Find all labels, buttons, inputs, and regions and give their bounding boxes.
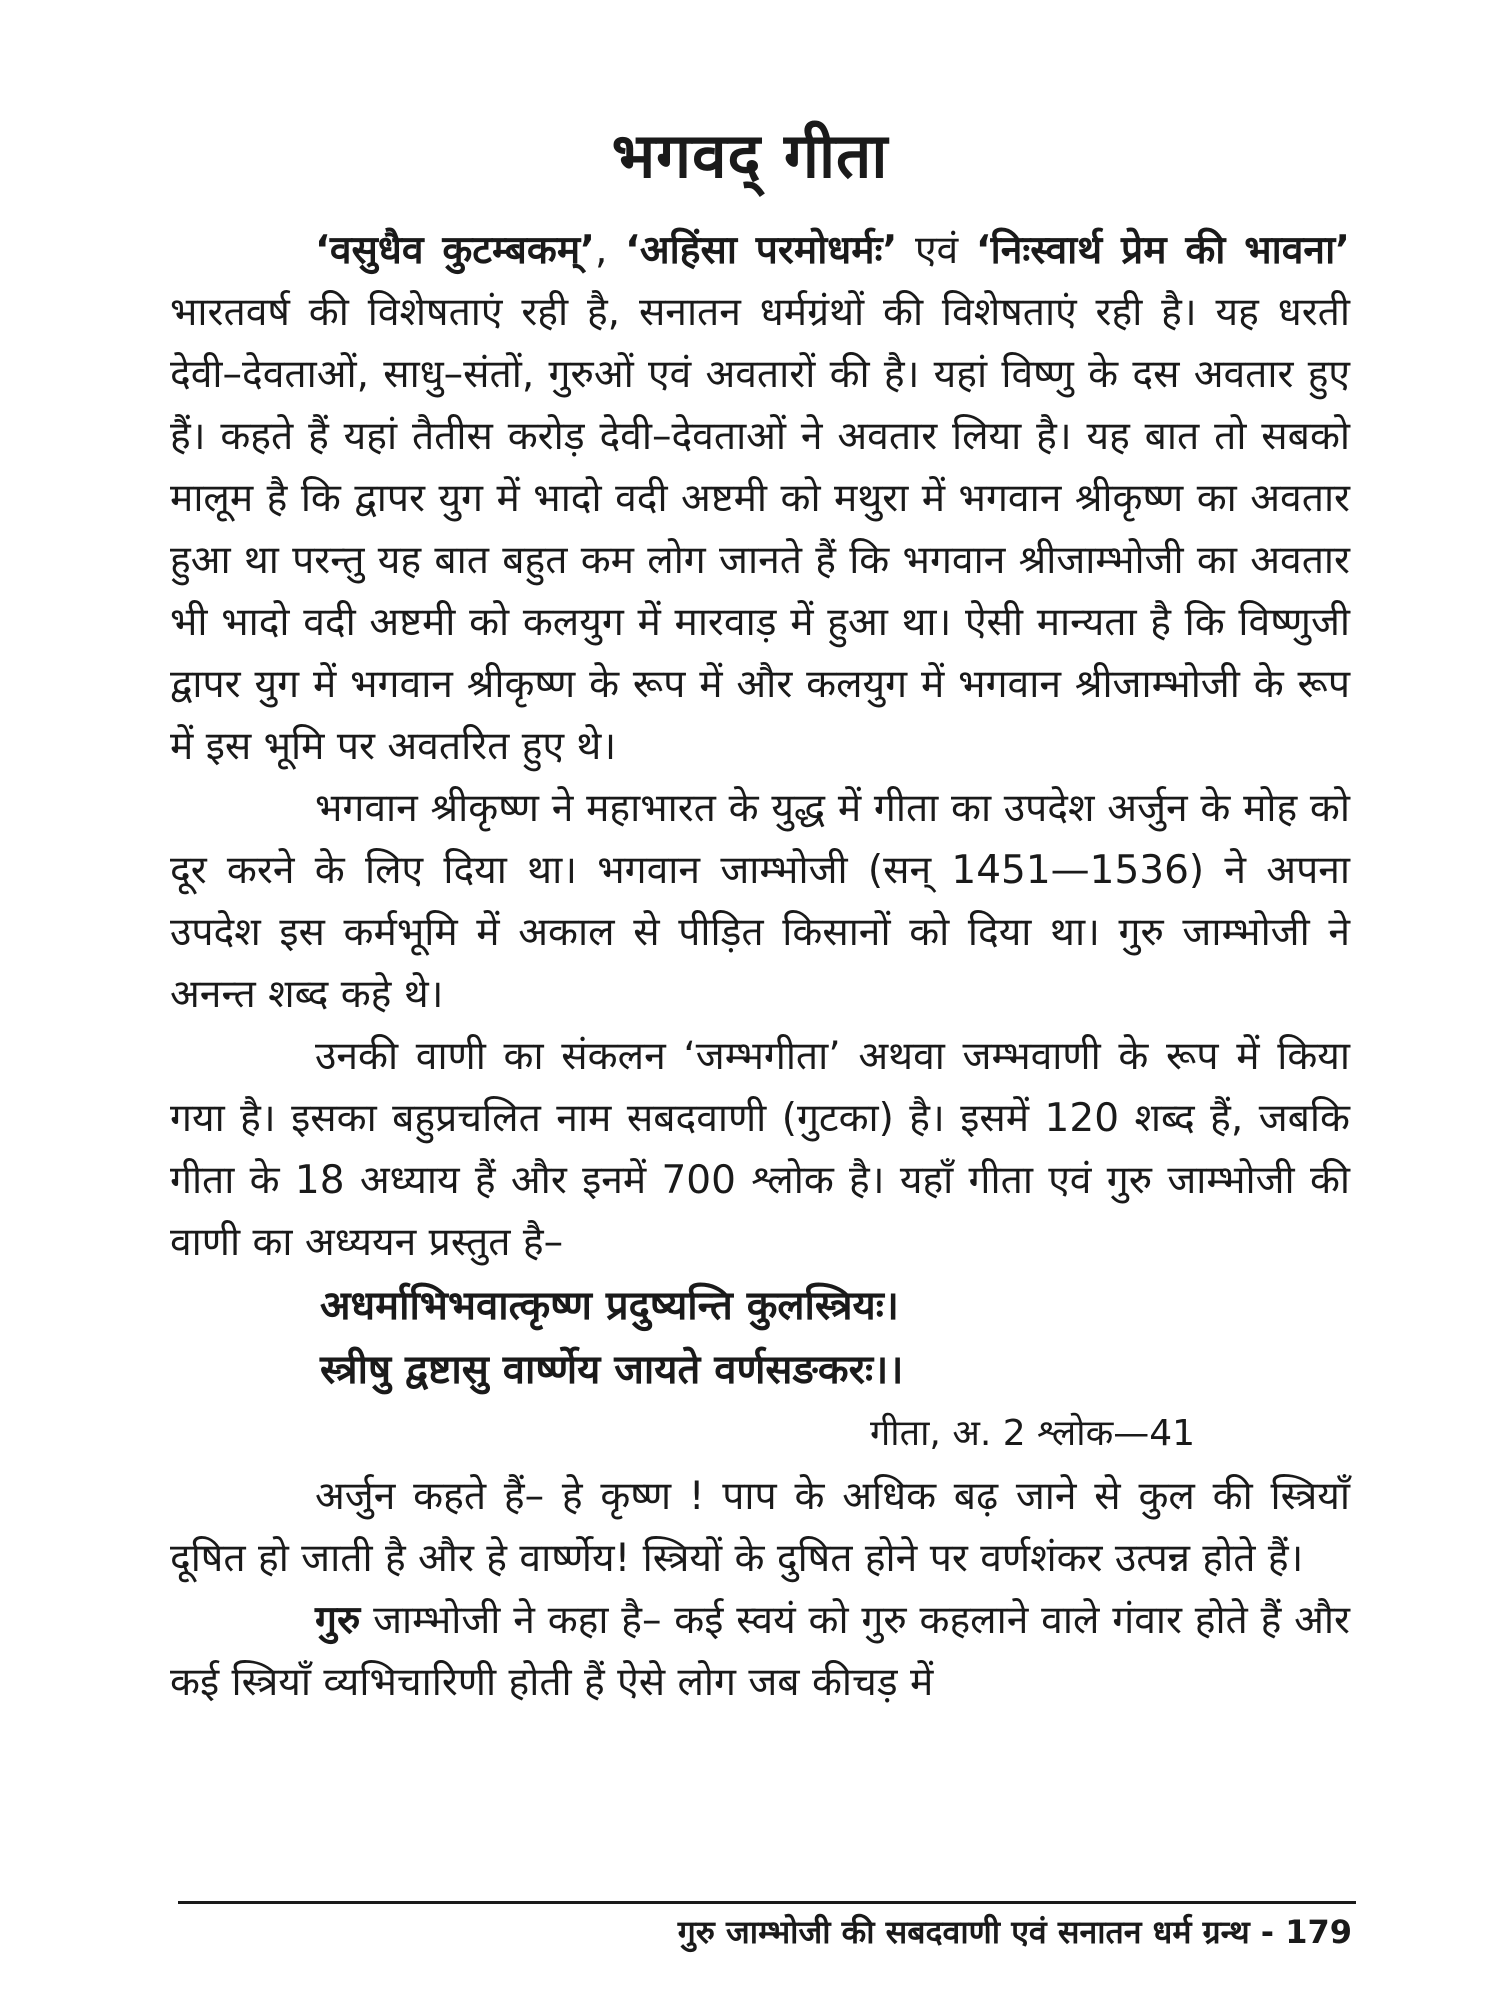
verse-line-1: अधर्माभिभवात्कृष्ण प्रदुष्यन्ति कुलस्त्रियः।	[320, 1283, 899, 1329]
quote-ahimsa: ‘अहिंसा परमोधर्मः’	[625, 228, 898, 273]
footer-divider	[178, 1901, 1356, 1904]
verse-line-2: स्त्रीषु द्वष्टासु वार्ष्णेय जायते वर्णसङकरः।।	[320, 1347, 904, 1393]
paragraph-5	[170, 1590, 1350, 1714]
page-title: भगवद् गीता	[611, 119, 889, 192]
paragraph-4-text: कहते हैं– हे कृष्ण ! पाप के अधिक बढ़ जाने से कुल की स्त्रियाँ दूषित हो जाती है और हे वार्ष्णेय! स्त्रियों के दुषित होने पर वर्णशंकर उत्पन्न होते हैं।	[170, 1474, 1350, 1581]
quote-nihswarth: ‘निःस्वार्थ प्रेम की भावना’	[975, 228, 1350, 273]
paragraph-1	[170, 220, 1350, 778]
paragraph-4-lead: अर्जुन	[315, 1474, 396, 1519]
paragraph-4	[170, 1466, 1350, 1590]
running-footer: गुरु जाम्भोजी की सबदवाणी एवं सनातन धर्म ग्रन्थ - 179	[677, 1913, 1352, 1951]
paragraph-5-lead: गुरु	[315, 1598, 361, 1643]
verse-source: गीता, अ. 2 श्लोक—41	[870, 1413, 1196, 1454]
paragraph-2: भगवान श्रीकृष्ण ने महाभारत के युद्ध में गीता का उपदेश अर्जुन के मोह को दूर करने के लिए दिया था। भगवान जाम्भोजी (सन् 1451—1536) ने अपना उपदेश इस कर्मभूमि में अकाल से पीड़ित किसानों को दिया था। गुरु जाम्भोजी ने अनन्त शब्द कहे थे।	[170, 786, 1350, 1017]
paragraph-5-text: जाम्भोजी ने कहा है– कई स्वयं को गुरु कहलाने वाले गंवार होते हैं और कई स्त्रियाँ व्यभिचारिणी होती हैं ऐसे लोग जब कीचड़ में	[170, 1598, 1350, 1705]
paragraph-1-text: भारतवर्ष की विशेषताएं रही है, सनातन धर्मग्रंथों की विशेषताएं रही है। यह धरती देवी–देवताओं, साधु–संतों, गुरुओं एवं अवतारों की है। यहां विष्णु के दस अवतार हुए हैं। कहते हैं यहां तैतीस करोड़ देवी–देवताओं ने अवतार लिया है। यह बात तो सबको मालूम है कि द्वापर युग में भादो वदी अष्टमी को मथुरा में भगवान श्रीकृष्ण का अवतार हुआ था परन्तु यह बात बहुत कम लोग जानते हैं कि भगवान श्रीजाम्भोजी का अवतार भी भादो वदी अष्टमी को कलयुग में मारवाड़ में हुआ था। ऐसी मान्यता है कि विष्णुजी द्वापर युग में भगवान श्रीकृष्ण के रूप में और कलयुग में भगवान श्रीजाम्भोजी के रूप में इस भूमि पर अवतरित हुए थे।	[170, 290, 1350, 769]
separator: ,	[595, 228, 626, 273]
paragraph-3: उनकी वाणी का संकलन ‘जम्भगीता’ अथवा जम्भवाणी के रूप में किया गया है। इसका बहुप्रचलित नाम सबदवाणी (गुटका) है। इसमें 120 शब्द हैं, जबकि गीता के 18 अध्याय हैं और इनमें 700 श्लोक है। यहाँ गीता एवं गुरु जाम्भोजी की वाणी का अध्ययन प्रस्तुत है–	[170, 1034, 1350, 1265]
page-body	[170, 220, 1350, 1714]
separator: एवं	[897, 228, 976, 273]
quote-vasudhaiva: ‘वसुधैव कुटम्बकम्’	[315, 228, 596, 273]
